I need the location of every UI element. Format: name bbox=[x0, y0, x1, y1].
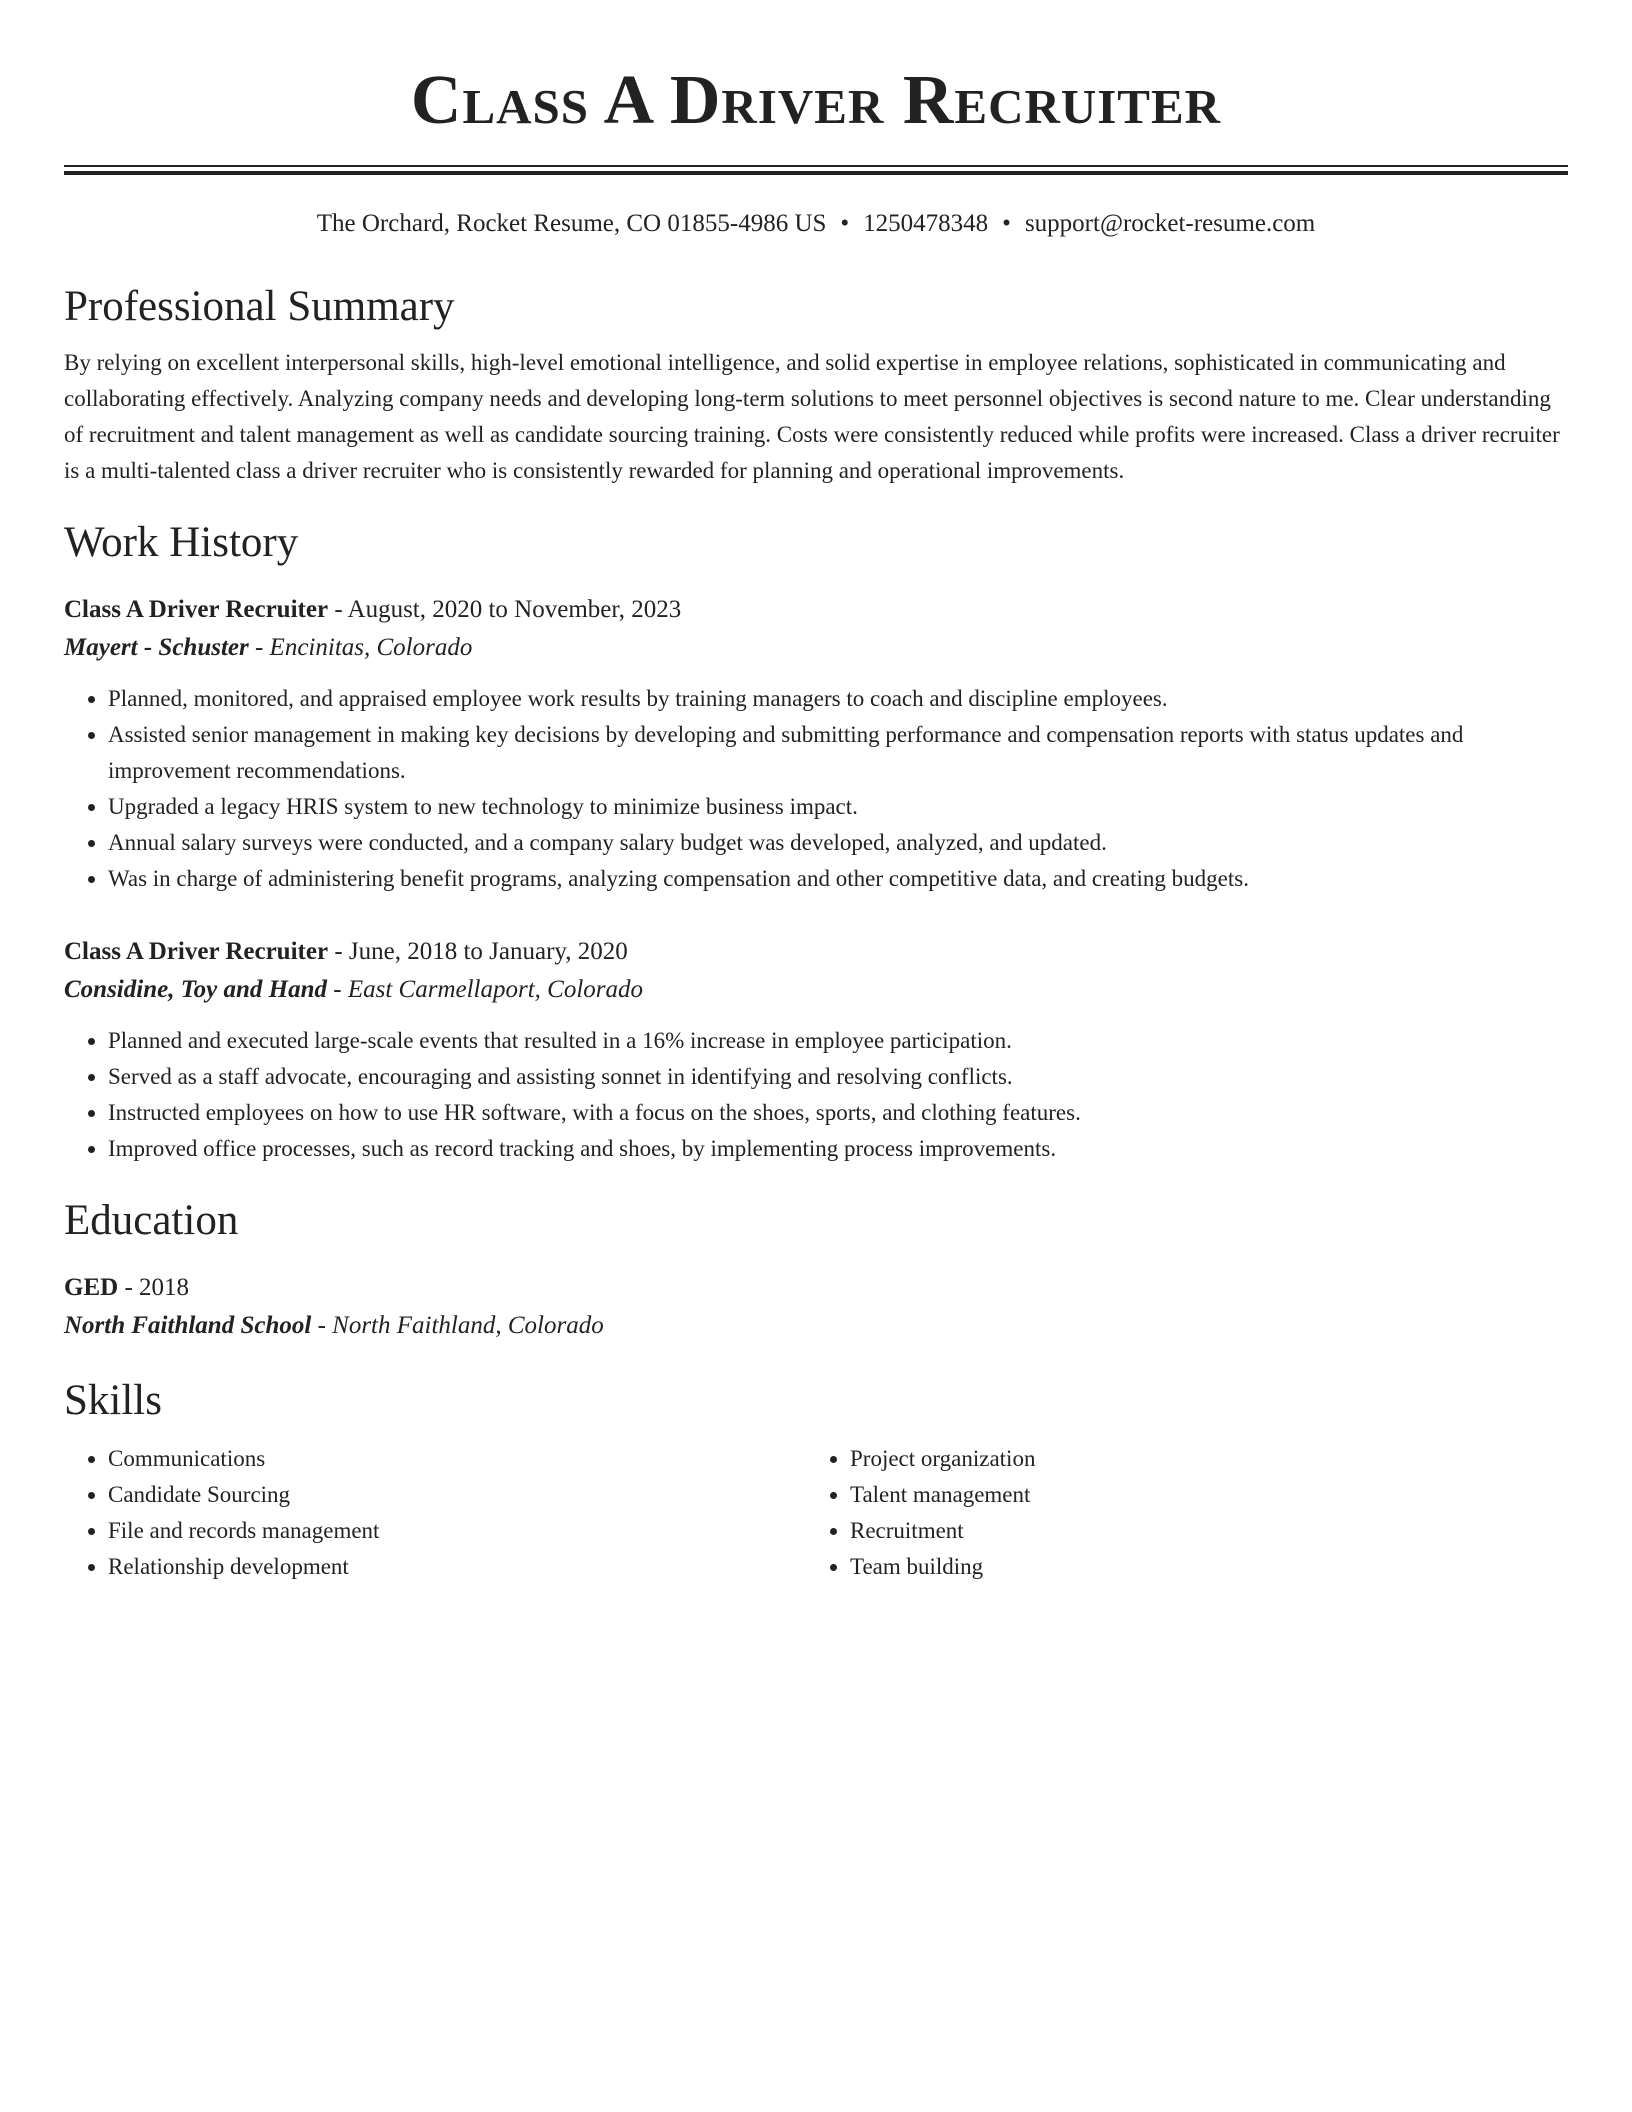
skills-grid bbox=[64, 1441, 1568, 1585]
job-bullet: • Annual salary surveys were conducted, and a company salary budget was developed, analyzed, and updated. bbox=[108, 825, 1568, 861]
education-degree-line bbox=[64, 1269, 1568, 1307]
job-bullet: • Assisted senior management in making key decisions by developing and submitting performance and compensation reports with status updates and improvement recommendations. bbox=[108, 717, 1568, 789]
skills-column-right bbox=[806, 1441, 1548, 1585]
skill-item: • File and records management bbox=[108, 1513, 806, 1549]
skill-item: • Talent management bbox=[850, 1477, 1548, 1513]
job-bullet: • Upgraded a legacy HRIS system to new technology to minimize business impact. bbox=[108, 789, 1568, 825]
job-position: Class A Driver Recruiter bbox=[64, 596, 329, 623]
education-location: - North Faithland, Colorado bbox=[311, 1312, 604, 1339]
job-bullet: • Planned, monitored, and appraised employee work results by training managers to coach and discipline employees. bbox=[108, 681, 1568, 717]
skill-item: • Team building bbox=[850, 1549, 1548, 1585]
contact-email: support@rocket-resume.com bbox=[1024, 210, 1316, 237]
skill-item: • Recruitment bbox=[850, 1513, 1548, 1549]
job-bullets bbox=[64, 681, 1568, 897]
job-employer-line bbox=[64, 971, 1568, 1009]
job-location: - East Carmellaport, Colorado bbox=[327, 976, 644, 1003]
contact-separator: • bbox=[1002, 210, 1011, 237]
job-bullet: • Improved office processes, such as record tracking and shoes, by implementing process improvements. bbox=[108, 1131, 1568, 1167]
job-bullet: • Served as a staff advocate, encouraging and assisting sonnet in identifying and resolving conflicts. bbox=[108, 1059, 1568, 1095]
job-title-line bbox=[64, 591, 1568, 629]
education-school: North Faithland School bbox=[64, 1312, 312, 1339]
job-dates: - June, 2018 to January, 2020 bbox=[328, 938, 628, 965]
job-bullet: • Instructed employees on how to use HR software, with a focus on the shoes, sports, and clothing features. bbox=[108, 1095, 1568, 1131]
job-bullets bbox=[64, 1023, 1568, 1167]
job-title-line bbox=[64, 933, 1568, 971]
job-employer-line bbox=[64, 629, 1568, 667]
contact-phone: 1250478348 bbox=[863, 210, 989, 237]
job-position: Class A Driver Recruiter bbox=[64, 938, 329, 965]
contact-separator: • bbox=[840, 210, 850, 237]
skills-column-left bbox=[64, 1441, 806, 1585]
education-entry bbox=[64, 1269, 1568, 1345]
skill-item: • Relationship development bbox=[108, 1549, 806, 1585]
job-bullet: • Was in charge of administering benefit programs, analyzing compensation and other competitive data, and creating budgets. bbox=[108, 861, 1568, 897]
work-history-heading: Work History bbox=[64, 519, 299, 566]
job-employer: Considine, Toy and Hand bbox=[64, 976, 328, 1003]
skill-item: • Project organization bbox=[850, 1441, 1548, 1477]
job-bullet: • Planned and executed large-scale events that resulted in a 16% increase in employee participation. bbox=[108, 1023, 1568, 1059]
education-degree: GED bbox=[64, 1274, 119, 1301]
job-dates: - August, 2020 to November, 2023 bbox=[328, 596, 682, 623]
skill-item: • Candidate Sourcing bbox=[108, 1477, 806, 1513]
job-employer: Mayert - Schuster bbox=[64, 634, 249, 661]
job-entry bbox=[64, 933, 1568, 1167]
resume-name: Class A Driver Recruiter bbox=[410, 62, 1222, 139]
job-entry bbox=[64, 591, 1568, 897]
skill-item: • Communications bbox=[108, 1441, 806, 1477]
summary-heading: Professional Summary bbox=[64, 283, 455, 330]
education-heading: Education bbox=[64, 1197, 239, 1244]
skills-heading: Skills bbox=[64, 1377, 162, 1424]
header-divider bbox=[64, 165, 1568, 175]
job-location: - Encinitas, Colorado bbox=[248, 634, 473, 661]
education-year: - 2018 bbox=[118, 1274, 190, 1301]
education-school-line bbox=[64, 1307, 1568, 1345]
contact-line bbox=[64, 207, 1568, 241]
summary-text: By relying on excellent interpersonal skills, high-level emotional intelligence, and solid expertise in employee relations, sophisticated in communicating and collaborating effectively. Analyzing company needs and developing long-term solutions to meet personnel objectives is second nature to me. Clear understanding of recruitment and talent management as well as candidate sourcing training. Costs were consistently reduced while profits were increased. Class a driver recruiter is a multi-talented class a driver recruiter who is consistently rewarded for planning and operational improvements. bbox=[64, 350, 1560, 483]
contact-address: The Orchard, Rocket Resume, CO 01855-4986 US bbox=[316, 210, 827, 237]
